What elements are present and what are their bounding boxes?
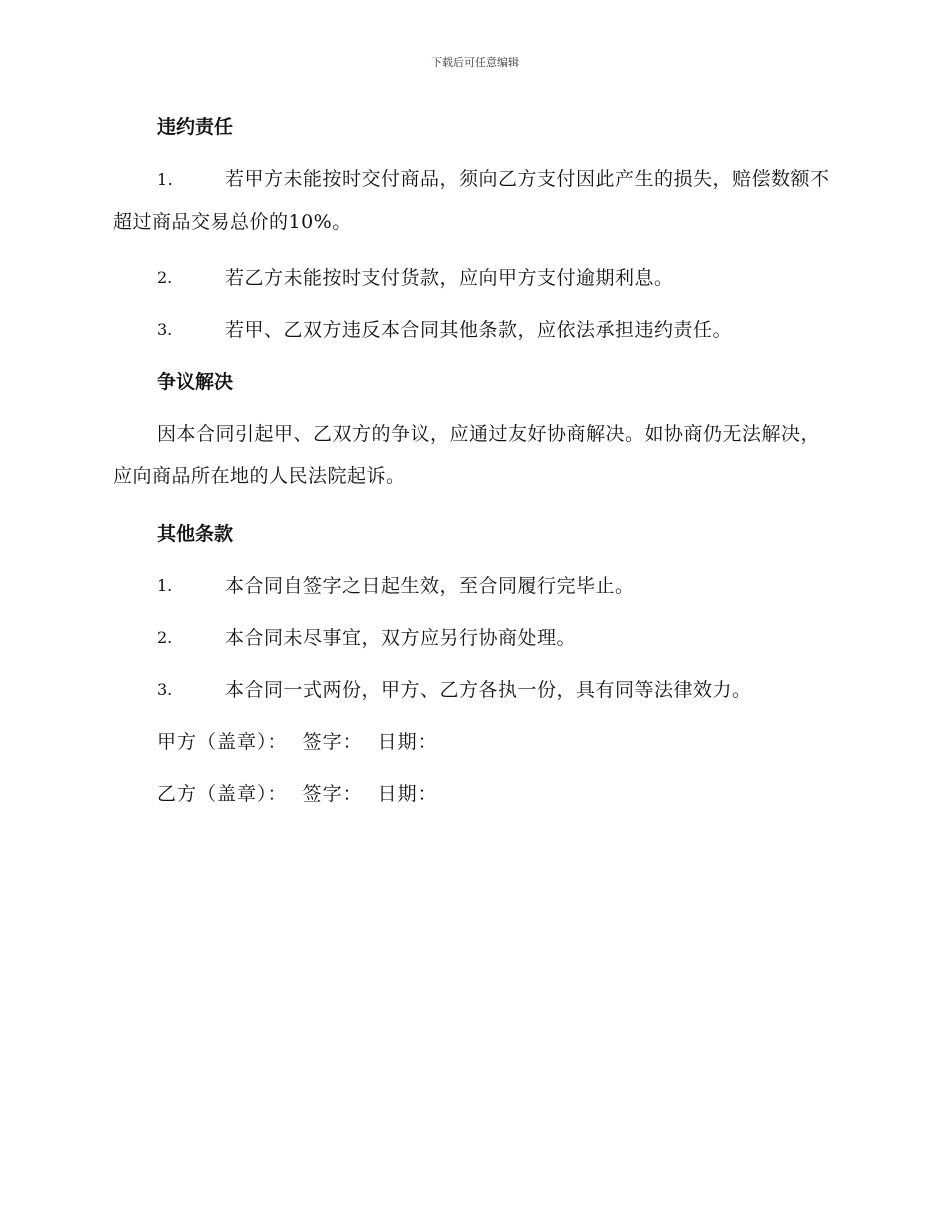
page-header: 下载后可任意编辑	[431, 56, 519, 69]
signature-line-party-a	[157, 727, 833, 757]
item-text: 本合同一式两份，甲方、乙方各执一份，具有同等法律效力。	[225, 679, 752, 701]
other-item-1	[113, 571, 833, 601]
party-a-seal-label: 甲方（盖章）：	[157, 731, 288, 753]
party-a-date-label: 日期：	[377, 731, 438, 753]
item-number: 3.	[157, 680, 173, 699]
breach-item-2	[113, 263, 833, 293]
item-number: 3.	[157, 320, 173, 339]
item-number: 2.	[157, 268, 173, 287]
section-title-breach: 违约责任	[157, 116, 234, 138]
item-text: 若乙方未能按时支付货款，应向甲方支付逾期利息。	[225, 267, 674, 289]
item-text: 本合同未尽事宜，双方应另行协商处理。	[225, 627, 577, 649]
item-number: 2.	[157, 628, 173, 647]
item-number: 1.	[157, 170, 174, 189]
party-b-date-label: 日期：	[377, 783, 438, 805]
item-text: 若甲、乙双方违反本合同其他条款，应依法承担违约责任。	[225, 319, 733, 341]
item-text: 本合同自签字之日起生效，至合同履行完毕止。	[225, 575, 635, 597]
other-item-2	[113, 623, 833, 653]
other-item-3	[113, 675, 833, 705]
breach-item-3	[113, 315, 833, 345]
dispute-paragraph: 因本合同引起甲、乙双方的争议，应通过友好协商解决。如协商仍无法解决，应向商品所在地的人民法院起诉。	[113, 423, 821, 487]
party-b-sign-label: 签字：	[302, 783, 363, 805]
party-b-seal-label: 乙方（盖章）：	[157, 783, 288, 805]
party-a-sign-label: 签字：	[302, 731, 363, 753]
item-text: 若甲方未能按时交付商品，须向乙方支付因此产生的损失，赔偿数额不超过商品交易总价的10%。	[113, 168, 830, 233]
signature-line-party-b	[157, 779, 833, 809]
item-number: 1.	[157, 576, 173, 595]
section-title-other: 其他条款	[157, 523, 234, 545]
document-body	[113, 112, 833, 831]
section-title-dispute: 争议解决	[157, 371, 234, 393]
breach-item-1	[113, 158, 833, 243]
